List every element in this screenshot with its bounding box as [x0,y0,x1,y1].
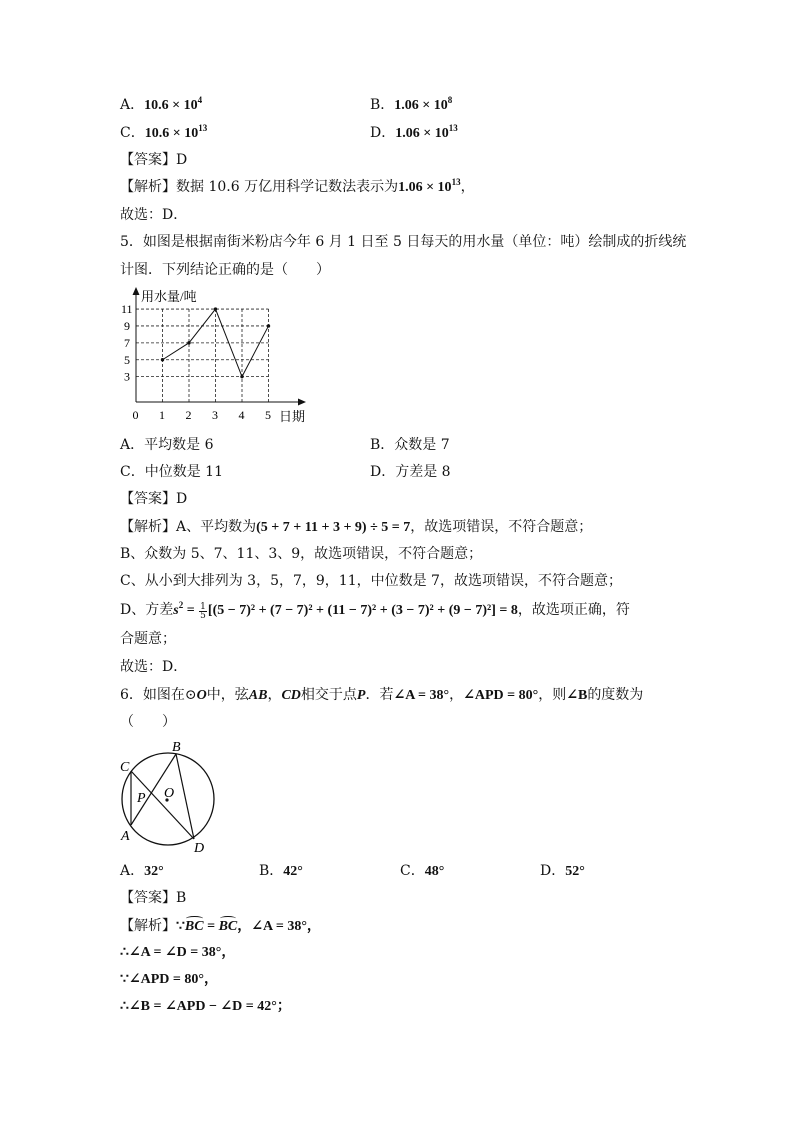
label-p: P [137,791,146,806]
q6-circle-figure [112,736,222,858]
q5-analysis-c: C、从小到大排列为 3，5，7，9，11，中位数是 7，故选项错误，不符合题意； [120,573,622,589]
fraction-one-fifth: $\frac{1}{5}$ [200,602,206,621]
data-point-2 [187,341,190,344]
segment-bd [176,754,194,839]
q6-option-a: A．32° [120,863,164,879]
q6-answer: 【答案】B [120,890,187,906]
x-tick-3: 3 [212,408,218,422]
q6-option-c: C．48° [400,863,445,879]
y-tick-11: 11 [121,302,133,317]
q5-option-a: A．平均数是 6 [120,437,214,453]
data-point-4 [240,375,243,378]
x-axis-arrow [298,399,306,406]
x-axis-label: 日期 [279,409,306,424]
q5-analysis-d-cont: 合题意； [120,631,176,647]
q6-analysis-line4: ∴∠B = ∠APD − ∠D = 42°； [120,999,291,1014]
q5-analysis-a: 【解析】A、平均数为(5 + 7 + 11 + 3 + 9) ÷ 5 = 7，故选项错误，不符合题意； [120,519,593,535]
q6-option-b: B．42° [259,863,303,879]
q6-option-d: D．52° [540,863,585,879]
label-o: O [164,786,175,801]
data-point-3 [214,307,217,310]
q5-option-d: D．方差是 8 [370,464,451,480]
q5-line-chart [120,282,320,428]
q5-analysis-d: D、方差$s^2$ = $\frac{1}{5}$ [(5 − 7)² + (7 − 7)² + (11 − 7)² + (3 − 7)² + (9 − 7)²] = 8，故选项正确，符 [120,600,630,621]
label-b: B [172,740,181,755]
q6-analysis-line2: ∴∠A = ∠D = 38°， [120,945,236,960]
q5-answer: 【答案】D [120,491,188,507]
x-tick-4: 4 [238,408,245,422]
chart-grid [136,309,269,402]
q6-stem-line1: 6．如图在⊙O中，弦AB，CD相交于点P．若∠A = 38°，∠APD = 80°，则∠B的度数为 [120,687,644,703]
q5-analysis-b: B、众数为 5、7、11、3、9，故选项错误，不符合题意； [120,546,483,562]
chart-ticks [121,302,271,422]
data-point-5 [267,324,270,327]
q5-option-c: C．中位数是 11 [120,464,223,480]
x-tick-2: 2 [185,408,192,422]
y-axis-label: 用水量/吨 [141,289,197,304]
x-tick-0: 0 [132,408,139,422]
q4-analysis: 【解析】数据 10.6 万亿用科学记数法表示为$1.06 \times 10^{13}$， [120,177,475,195]
q4-option-c: C．$10.6 \times 10^{13}$ [120,123,208,141]
data-point-1 [161,358,164,361]
q4-answer: 【答案】D [120,152,188,168]
q4-option-a: A．$10.6 \times 10^4$ [120,95,203,113]
q5-stem-line1: 5．如图是根据南街米粉店今年 6 月 1 日至 5 日每天的用水量（单位：吨）绘制成的折线统 [120,234,687,250]
y-axis-arrow [133,287,140,295]
q6-analysis-line1: 【解析】∵BC = BC，∠A = 38°， [120,916,321,937]
y-tick-3: 3 [124,369,130,384]
q4-conclusion: 故选：D． [120,207,188,223]
q4-option-d: D．$1.06 \times 10^{13}$ [370,123,458,141]
q6-stem-line2: （ ） [120,714,176,730]
x-tick-5: 5 [265,408,271,422]
label-c: C [120,760,130,775]
q5-stem-line2: 计图．下列结论正确的是（ ） [120,262,330,278]
q6-analysis-line3: ∵∠APD = 80°， [120,972,218,987]
y-tick-9: 9 [124,318,130,333]
x-tick-1: 1 [159,408,165,422]
q4-option-b: B．$1.06 \times 10^8$ [370,95,453,113]
y-tick-5: 5 [124,352,130,367]
label-a: A [121,829,130,844]
label-d: D [194,841,205,856]
q5-option-b: B．众数是 7 [370,437,450,453]
y-tick-7: 7 [124,335,130,350]
q5-conclusion: 故选：D． [120,659,188,675]
chart-axes [133,287,307,406]
